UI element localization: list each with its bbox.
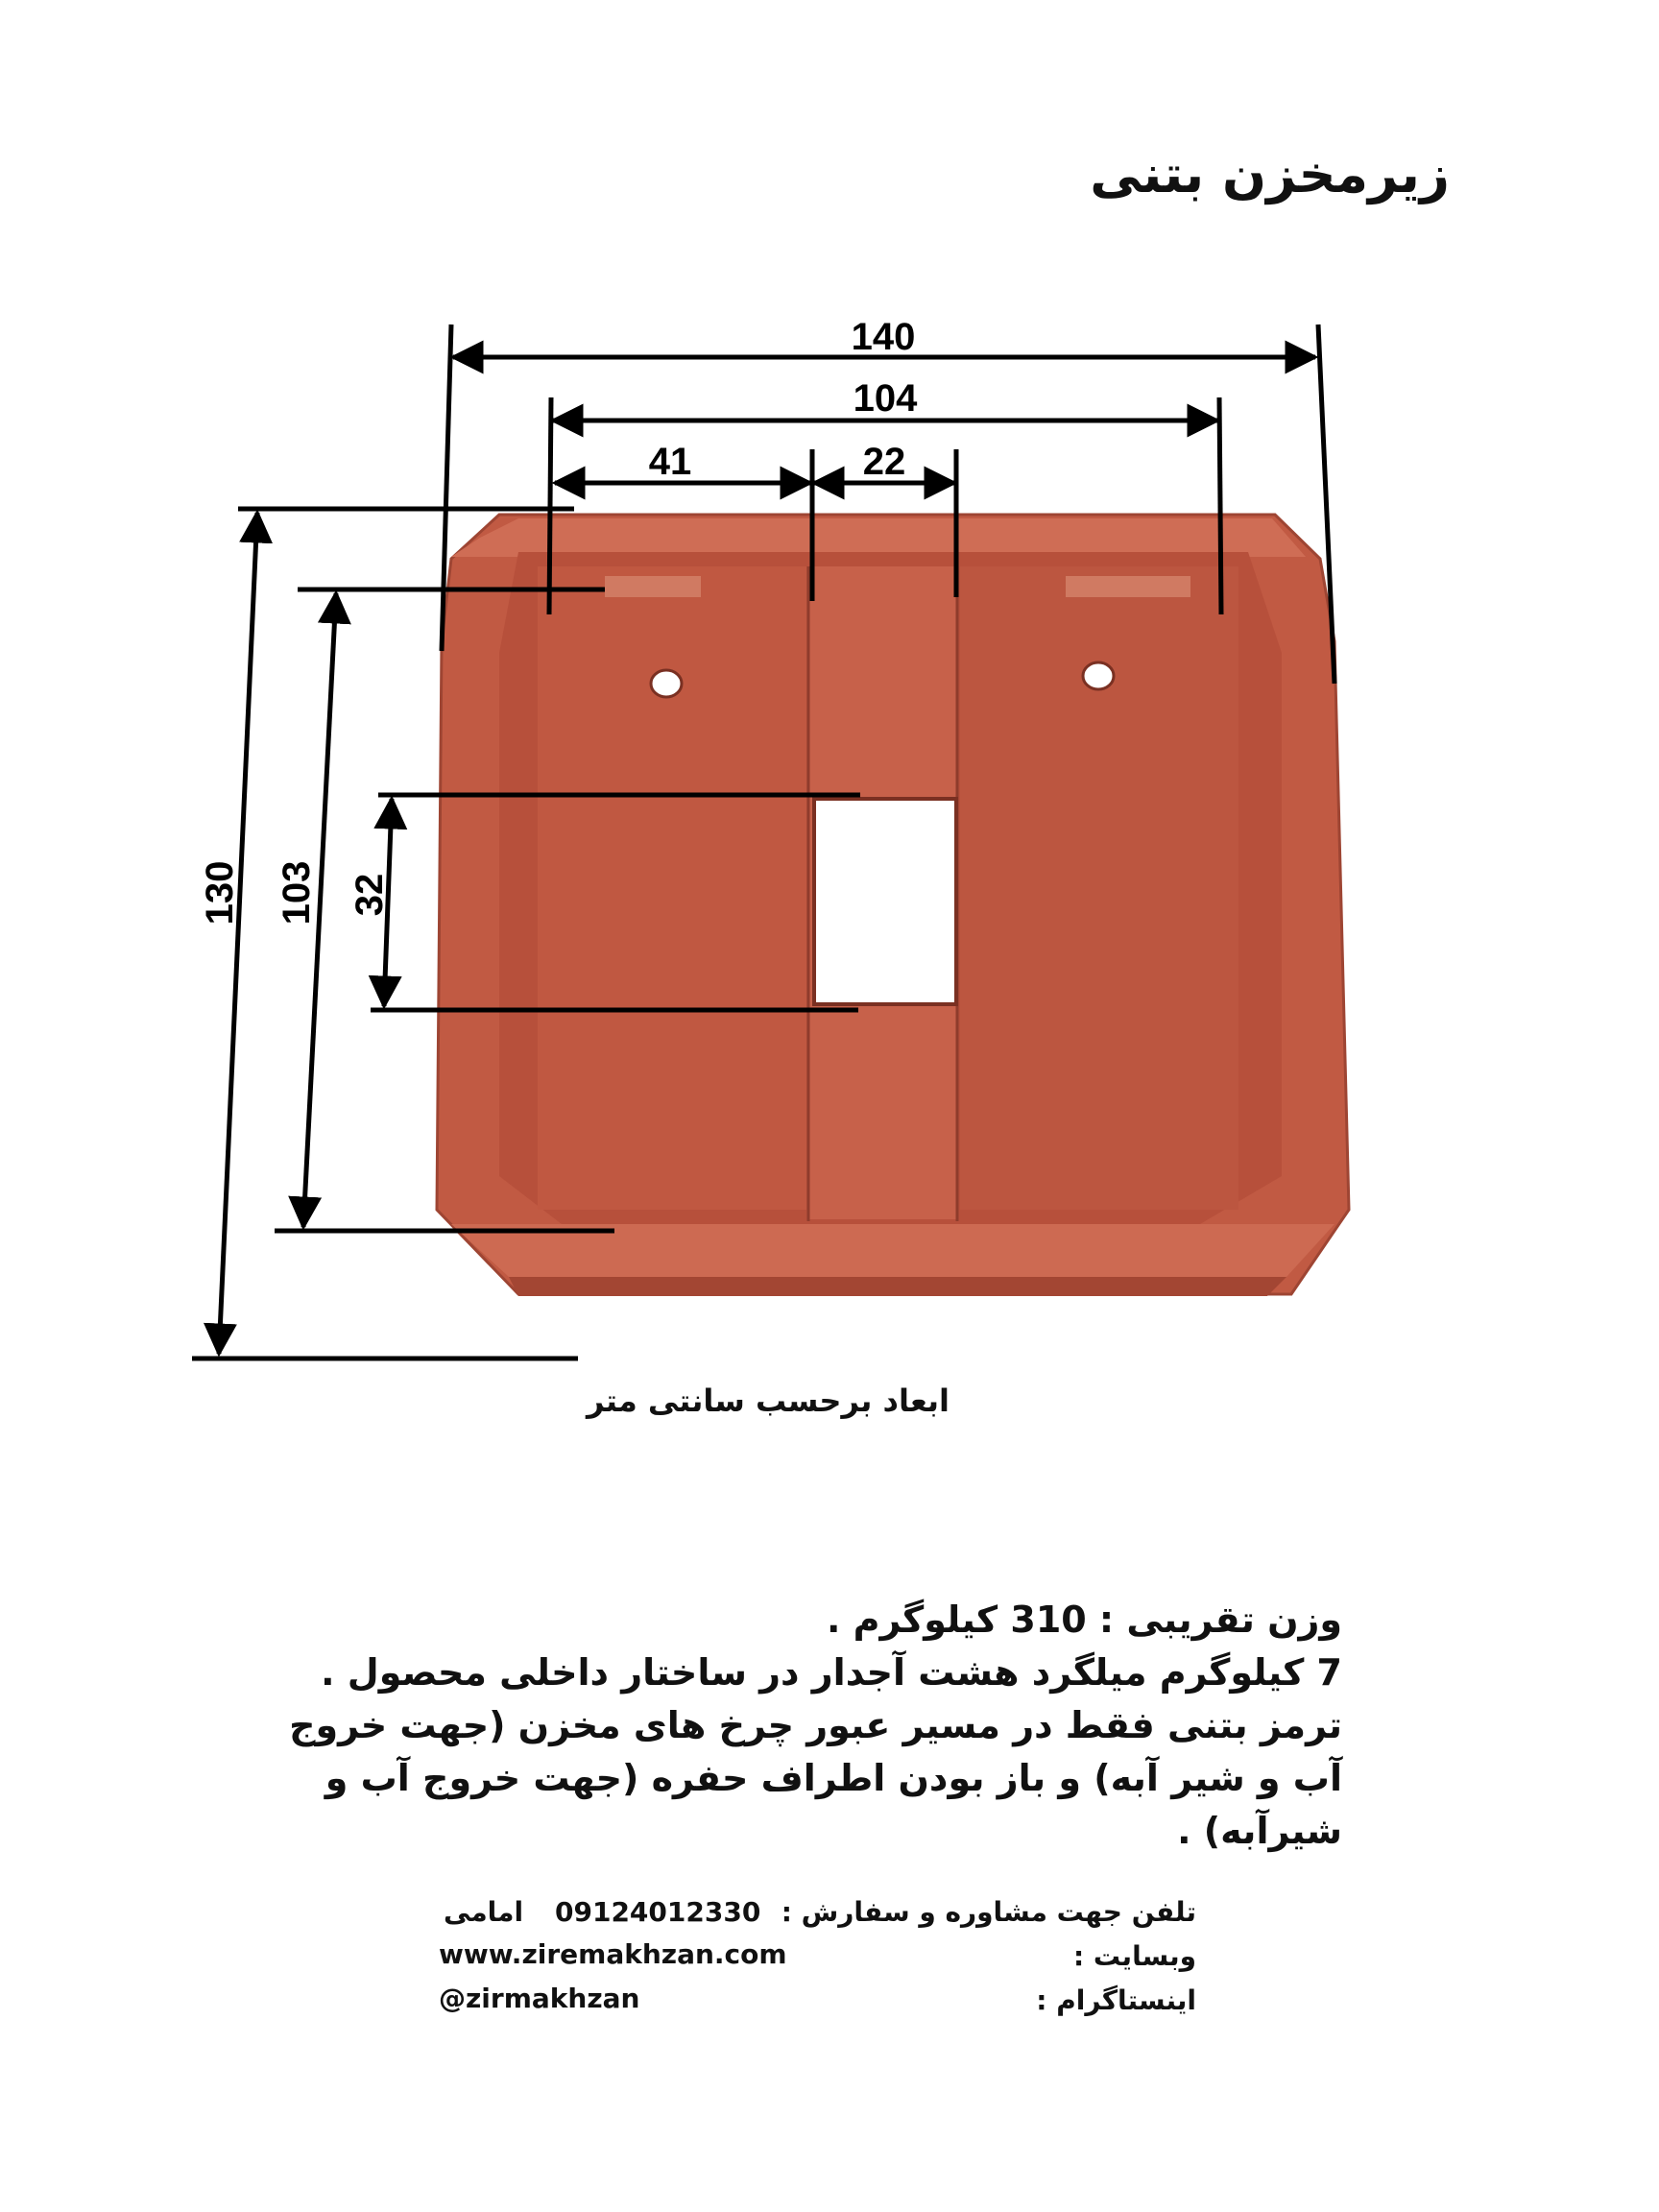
page-title: زیرمخزن بتنی [1090,144,1450,204]
concrete-block [437,515,1349,1296]
instagram-label: اینستاگرام : [1036,1984,1196,2016]
contact-block [0,1896,1659,2050]
bolt-hole-left [651,670,682,697]
phone-label: تلفن جهت مشاوره و سفارش : [781,1896,1196,1928]
product-description [257,1594,1342,1858]
contact-name: امامی [444,1896,524,1928]
bolt-hole-right [1083,662,1114,689]
concrete-base-drawing [0,288,1659,1392]
phone-number[interactable]: 09124012330 [555,1896,761,1928]
units-caption: ابعاد برحسب سانتی متر [586,1382,950,1419]
website-link[interactable]: www.ziremakhzan.com [439,1938,787,1970]
dim-130-label: 130 [199,860,241,926]
dimension-diagram [0,288,1659,1392]
dim-41-label: 41 [648,441,692,483]
dim-32-label: 32 [349,873,391,917]
dim-22-label: 22 [862,441,906,483]
dim-103-label: 103 [276,860,318,926]
website-label: وبسایت : [1072,1940,1196,1972]
weight-line: وزن تقریبی : 310 کیلوگرم . [826,1599,1342,1641]
dim-104-label: 104 [853,377,918,420]
dim-140-label: 140 [851,316,916,358]
rebar-line: 7 کیلوگرم میلگرد هشت آجدار در ساختار داخلی محصول . [321,1651,1342,1694]
brake-line: ترمز بتنی فقط در مسیر عبور چرخ های مخزن (جهت خروج آب و شیر آبه) و باز بودن اطراف حفره (جهت خروج آب و شیرآبه) . [289,1704,1342,1852]
instagram-handle[interactable]: @zirmakhzan [439,1983,640,2014]
center-opening [814,799,956,1004]
